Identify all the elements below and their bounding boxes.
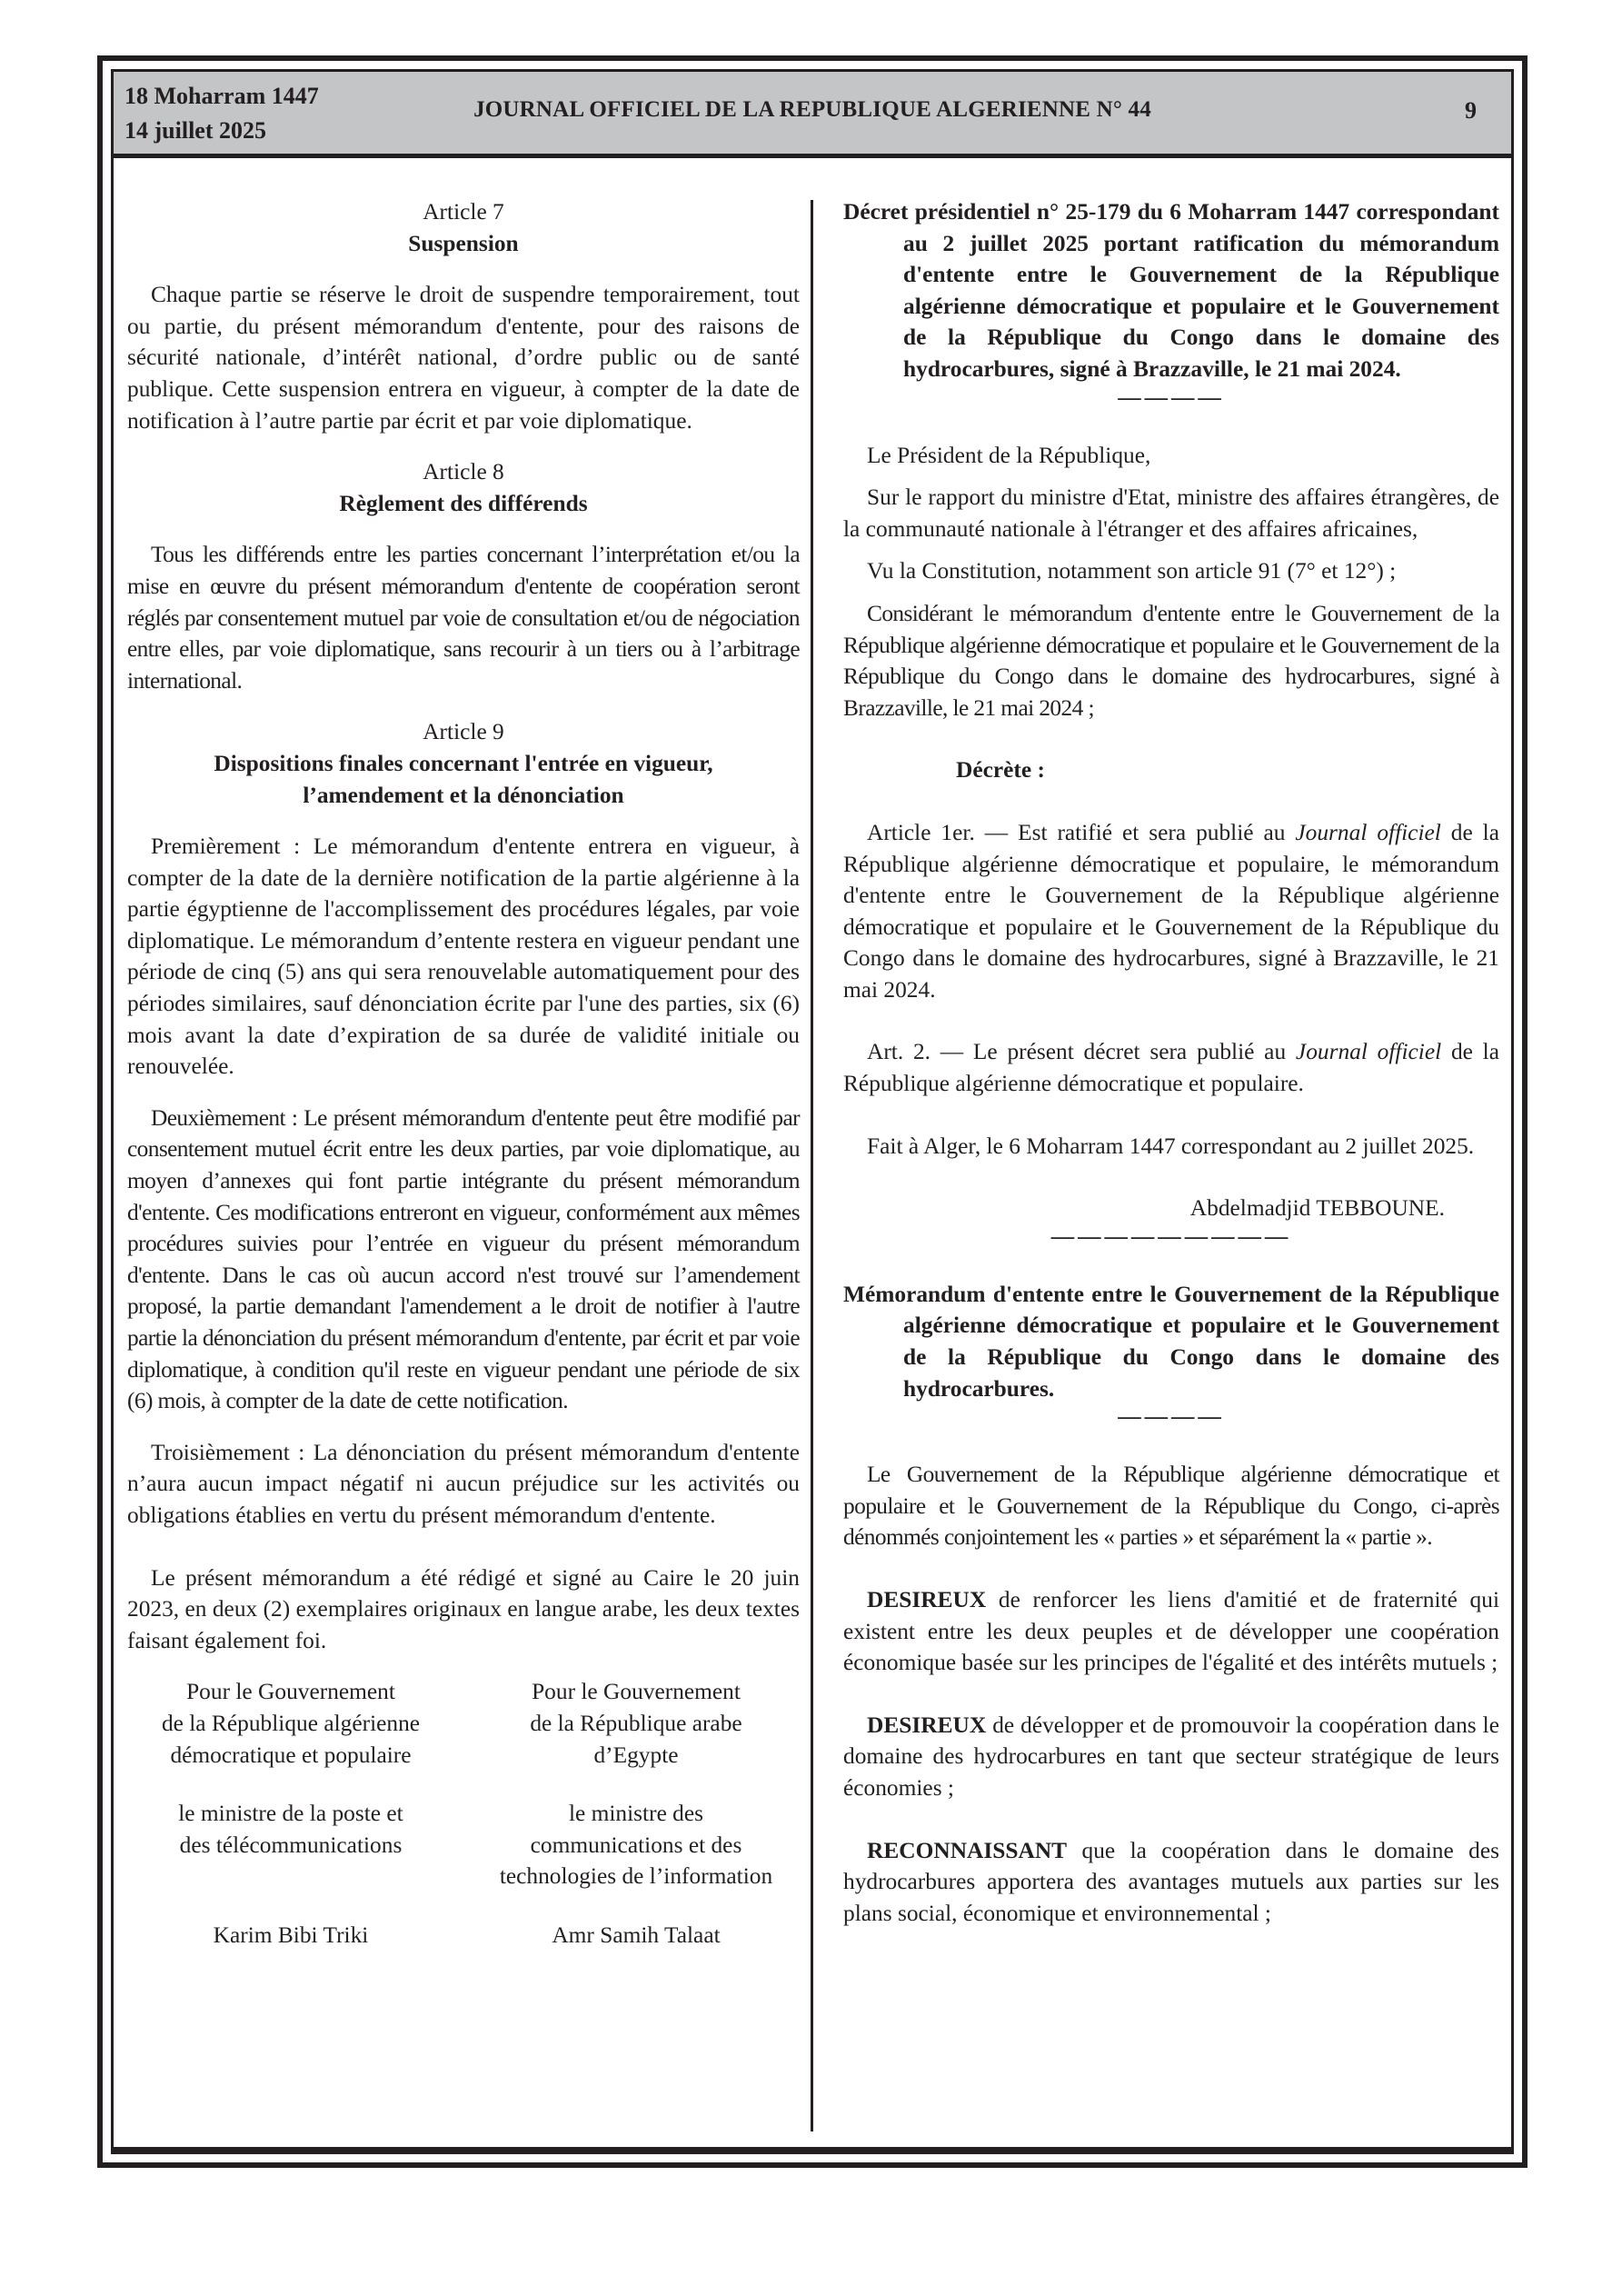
- decree-considerant: Considérant le mémorandum d'entente entre le Gouvernement de la République algérienne démocratique et populaire et le Gouvernement de la République du Congo dans le domaine des hydrocarbures, signé à Brazzaville, le 21 mai 2024 ;: [843, 600, 1499, 721]
- signature-block: [127, 1676, 800, 1951]
- signature-egypt: [473, 1676, 800, 1951]
- decree-title: Décret présidentiel n° 25-179 du 6 Moharram 1447 correspondant au 2 juillet 2025 portant ratification du mémorandum d'entente entre le Gouvernement de la République algérienne démocratique et populaire et le Gouvernement de la République du Congo dans le domaine des hydrocarbures, signé à Brazzaville, le 21 mai 2024.: [843, 199, 1499, 382]
- memorandum-intro: Le Gouvernement de la République algérienne démocratique et populaire et le Gouvernement de la République du Congo, ci-après dénommés conjointement les « parties » et séparément la « partie ».: [843, 1462, 1499, 1551]
- decree-decrete: Décrète :: [956, 757, 1045, 784]
- header-gregorian-date: 14 juillet 2025: [124, 117, 266, 144]
- signature-for-line: Pour le Gouvernement: [532, 1679, 741, 1705]
- article-2-prefix: Art. 2. — Le présent décret sera publié au: [867, 1039, 1296, 1065]
- article-para-1: Premièrement : Le mémorandum d'entente entrera en vigueur, à compter de la date de la dernière notification de la partie algérienne à la partie égyptienne de l'accomplissement des procédures légales, par voie diplomatique. Le mémorandum d’entente restera en vigueur pendant une période de cinq (5) ans qui sera renouvelable automatiquement pour des périodes similaires, sauf dénonciation écrite par l'une des parties, six (6) mois avant la date d’expiration de sa durée de validité initiale ou renouvelée.: [127, 834, 800, 1080]
- consideration-item: [843, 1835, 1499, 1930]
- consideration-text: de développer et de promouvoir la coopération dans le domaine des hydrocarbures en tant que secteur stratégique de leurs économies ;: [843, 1712, 1499, 1801]
- consideration-keyword: DESIREUX: [867, 1587, 987, 1612]
- signature-for-line: de la République arabe: [530, 1710, 742, 1736]
- header-page-number: 9: [1465, 97, 1477, 124]
- article-1-suffix: de la République algérienne démocratique et populaire, le mémorandum d'entente entre le Gouvernement de la République algérienne démocratique et populaire et le Gouvernement de la République du Congo dans le domaine des hydrocarbures, signé à Brazzaville, le 21 mai 2024.: [843, 819, 1499, 1003]
- journal-officiel-reference: Journal officiel: [1295, 1039, 1442, 1065]
- article-text: Chaque partie se réserve le droit de suspendre temporairement, tout ou partie, du présent mémorandum d'entente, pour des raisons de sécurité nationale, d’intérêt national, d’ordre public ou de santé publique. Cette suspension entrera en vigueur, à compter de la date de notification à l’autre partie par écrit et par voie diplomatique.: [127, 282, 800, 434]
- signature-for-line: Pour le Gouvernement: [186, 1679, 395, 1705]
- article-title: Suspension: [408, 230, 519, 256]
- decree-article-1: [843, 817, 1499, 1006]
- article-title: Règlement des différends: [339, 490, 588, 516]
- decree-signer: Abdelmadjid TEBBOUNE.: [1189, 1195, 1445, 1222]
- decree-article-2: [843, 1036, 1499, 1099]
- header-title: JOURNAL OFFICIEL DE LA REPUBLIQUE ALGERIENNE N° 44: [473, 97, 1151, 122]
- consideration-keyword: DESIREUX: [867, 1712, 987, 1738]
- consideration-text: de renforcer les liens d'amitié et de fraternité qui existent entre les deux peuples et de développer une coopération économique basée sur les principes de l'égalité et des intérêts mutuels ;: [843, 1587, 1499, 1676]
- signature-for-line: de la République algérienne: [161, 1710, 421, 1736]
- separator: ————: [1118, 1403, 1225, 1430]
- signatory-name: Amr Samih Talaat: [552, 1922, 721, 1949]
- signature-role-line: le ministre de la poste et: [178, 1801, 403, 1827]
- article-2-suffix: de la République algérienne démocratique et populaire.: [843, 1039, 1500, 1097]
- article-text: Tous les différends entre les parties concernant l’interprétation et/ou la mise en œuvre du présent mémorandum d'entente de coopération seront réglés par consentement mutuel par voie de consultation et/ou de négociation entre elles, par voie diplomatique, sans recourir à un tiers ou à l’arbitrage international.: [127, 542, 800, 694]
- article-number: Article 8: [423, 459, 504, 485]
- article-9: [127, 716, 800, 1531]
- decree-president: Le Président de la République,: [867, 442, 1151, 468]
- consideration-keyword: RECONNAISSANT: [867, 1837, 1068, 1863]
- signature-for-line: démocratique et populaire: [170, 1742, 412, 1768]
- signatory-name: Karim Bibi Triki: [213, 1922, 369, 1949]
- consideration-item: [843, 1584, 1499, 1679]
- signature-role-line: des télécommunications: [179, 1832, 403, 1858]
- signature-role-line: le ministre des: [568, 1801, 704, 1827]
- consideration-item: [843, 1710, 1499, 1804]
- article-1-prefix: Article 1er. — Est ratifié et sera publié au: [867, 819, 1296, 845]
- left-column: [127, 196, 800, 1952]
- decree-fait: Fait à Alger, le 6 Moharram 1447 correspondant au 2 juillet 2025.: [867, 1133, 1475, 1159]
- separator: —————————: [1050, 1223, 1292, 1249]
- signature-role-line: technologies de l’information: [499, 1863, 773, 1890]
- right-column: [843, 196, 1499, 1929]
- journal-header: [114, 72, 1511, 158]
- signature-algeria: [127, 1676, 454, 1951]
- article-number: Article 7: [423, 199, 504, 225]
- article-title-line-1: Dispositions finales concernant l'entrée en vigueur,: [214, 750, 713, 776]
- journal-officiel-reference: Journal officiel: [1295, 819, 1441, 845]
- decree-rapport: Sur le rapport du ministre d'Etat, ministre des affaires étrangères, de la communauté nationale à l'étranger et des affaires africaines,: [843, 484, 1499, 542]
- article-number: Article 9: [423, 719, 504, 745]
- decree-vu: Vu la Constitution, notamment son article 91 (7° et 12°) ;: [867, 558, 1397, 584]
- signature-for-line: d’Egypte: [593, 1742, 679, 1768]
- closing-paragraph: Le présent mémorandum a été rédigé et signé au Caire le 20 juin 2023, en deux (2) exemplaires originaux en langue arabe, les deux textes faisant également foi.: [127, 1564, 800, 1653]
- separator: ————: [1118, 384, 1225, 410]
- article-title-line-2: l’amendement et la dénonciation: [303, 782, 624, 808]
- article-8: [127, 456, 800, 696]
- header-hijri-date: 18 Moharram 1447: [124, 83, 319, 109]
- article-para-2: Deuxièmement : Le présent mémorandum d'entente peut être modifié par consentement mutuel écrit entre les deux parties, par voie diplomatique, au moyen d’annexes qui font partie intégrante du présent mémorandum d'entente. Ces modifications entreront en vigueur, conformément aux mêmes procédures suivies pour l’entrée en vigueur du présent mémorandum d'entente. Dans le cas où aucun accord n'est trouvé sur l’amendement proposé, la partie demandant l'amendement a le droit de notifier à l'autre partie la dénonciation du présent mémorandum d'entente, par écrit et par voie diplomatique, à condition qu'il reste en vigueur pendant une période de six (6) mois, à compter de la date de cette notification.: [127, 1104, 800, 1414]
- signature-role-line: communications et des: [530, 1832, 742, 1858]
- article-7: [127, 196, 800, 436]
- consideration-text: que la coopération dans le domaine des hydrocarbures apportera des avantages mutuels aux parties sur les plans social, économique et environnemental ;: [843, 1837, 1499, 1926]
- memorandum-title: Mémorandum d'entente entre le Gouvernement de la République algérienne démocratique et populaire et le Gouvernement de la République du Congo dans le domaine des hydrocarbures.: [843, 1281, 1499, 1402]
- column-divider: [811, 200, 813, 2131]
- article-para-3: Troisièmement : La dénonciation du présent mémorandum d'entente n’aura aucun impact négatif ni aucun préjudice sur les activités ou obligations établies en vertu du présent mémorandum d'entente.: [127, 1439, 800, 1528]
